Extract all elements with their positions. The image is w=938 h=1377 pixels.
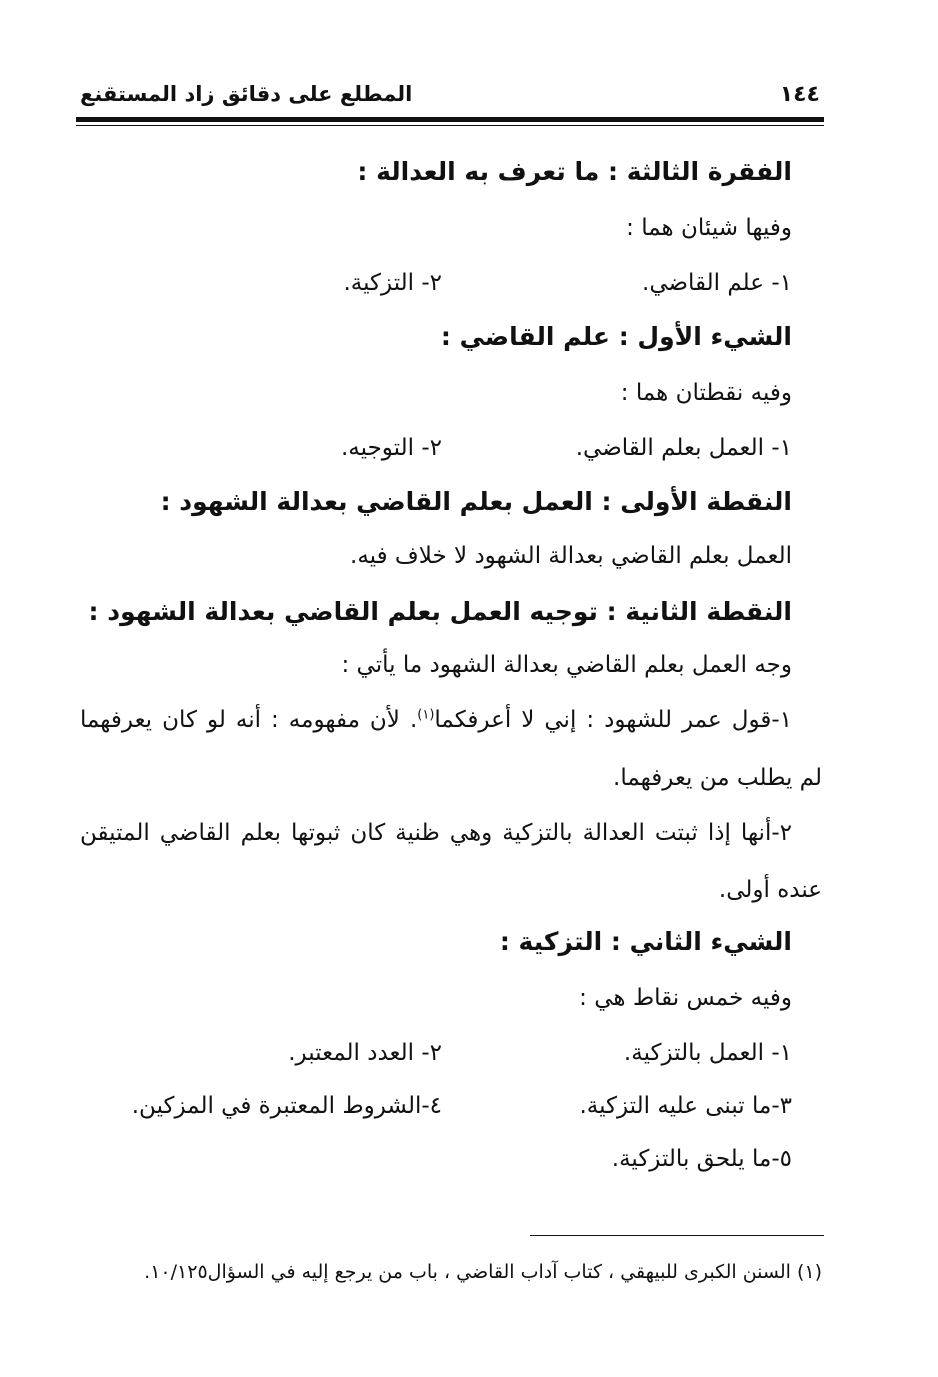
- section-heading-point2: النقطة الثانية : توجيه العمل بعلم القاضي بعدالة الشهود :: [88, 597, 792, 626]
- thing1-item-2: ٢- التوجيه.: [341, 435, 442, 461]
- running-header-title: المطلع على دقائق زاد المستقنع: [80, 82, 413, 106]
- section-heading-point1: النقطة الأولى : العمل بعلم القاضي بعدالة الشهود :: [160, 487, 792, 516]
- reason-1-text-a: ١-قول عمر للشهود : إني لا أعرفكما: [434, 707, 792, 733]
- para3-item-2: ٢- التزكية.: [343, 270, 442, 296]
- thing1-item-1: ١- العمل بعلم القاضي.: [575, 435, 792, 461]
- header-rule-thin: [76, 125, 824, 126]
- footnote-marker[interactable]: (١): [417, 707, 435, 723]
- header-rule-thick: [76, 117, 824, 122]
- reason-2-continuation: عنده أولى.: [718, 877, 822, 903]
- section-heading-para3: الفقرة الثالثة : ما تعرف به العدالة :: [357, 157, 792, 186]
- footnote-separator: [530, 1235, 824, 1236]
- para3-intro: وفيها شيئان هما :: [626, 215, 792, 241]
- thing1-intro: وفيه نقطتان هما :: [620, 380, 792, 406]
- thing2-intro: وفيه خمس نقاط هي :: [579, 985, 792, 1011]
- footnote-text: (١) السنن الكبرى للبيهقي ، كتاب آداب القاضي ، باب من يرجع إليه في السؤال١٠/١٢٥.: [144, 1261, 822, 1283]
- thing2-item-3: ٣-ما تبنى عليه التزكية.: [579, 1093, 792, 1119]
- point2-intro: وجه العمل بعلم القاضي بعدالة الشهود ما يأتي :: [341, 652, 792, 678]
- page-number: ١٤٤: [779, 82, 820, 107]
- section-heading-thing1: الشيء الأول : علم القاضي :: [440, 322, 792, 351]
- para3-item-1: ١- علم القاضي.: [642, 270, 792, 296]
- reason-1-text-b: . لأن مفهومه : أنه لو كان يعرفهما: [80, 707, 418, 733]
- thing2-item-2: ٢- العدد المعتبر.: [288, 1040, 442, 1066]
- section-heading-thing2: الشيء الثاني : التزكية :: [499, 927, 792, 956]
- reason-1-line: [80, 707, 792, 733]
- reason-1-continuation: لم يطلب من يعرفهما.: [613, 765, 822, 791]
- reason-2-line: ٢-أنها إذا ثبتت العدالة بالتزكية وهي ظنية كان ثبوتها بعلم القاضي المتيقن: [80, 820, 792, 846]
- thing2-item-5: ٥-ما يلحق بالتزكية.: [611, 1146, 792, 1172]
- thing2-item-4: ٤-الشروط المعتبرة في المزكين.: [131, 1093, 442, 1119]
- point1-text: العمل بعلم القاضي بعدالة الشهود لا خلاف فيه.: [350, 543, 792, 569]
- thing2-item-1: ١- العمل بالتزكية.: [623, 1040, 792, 1066]
